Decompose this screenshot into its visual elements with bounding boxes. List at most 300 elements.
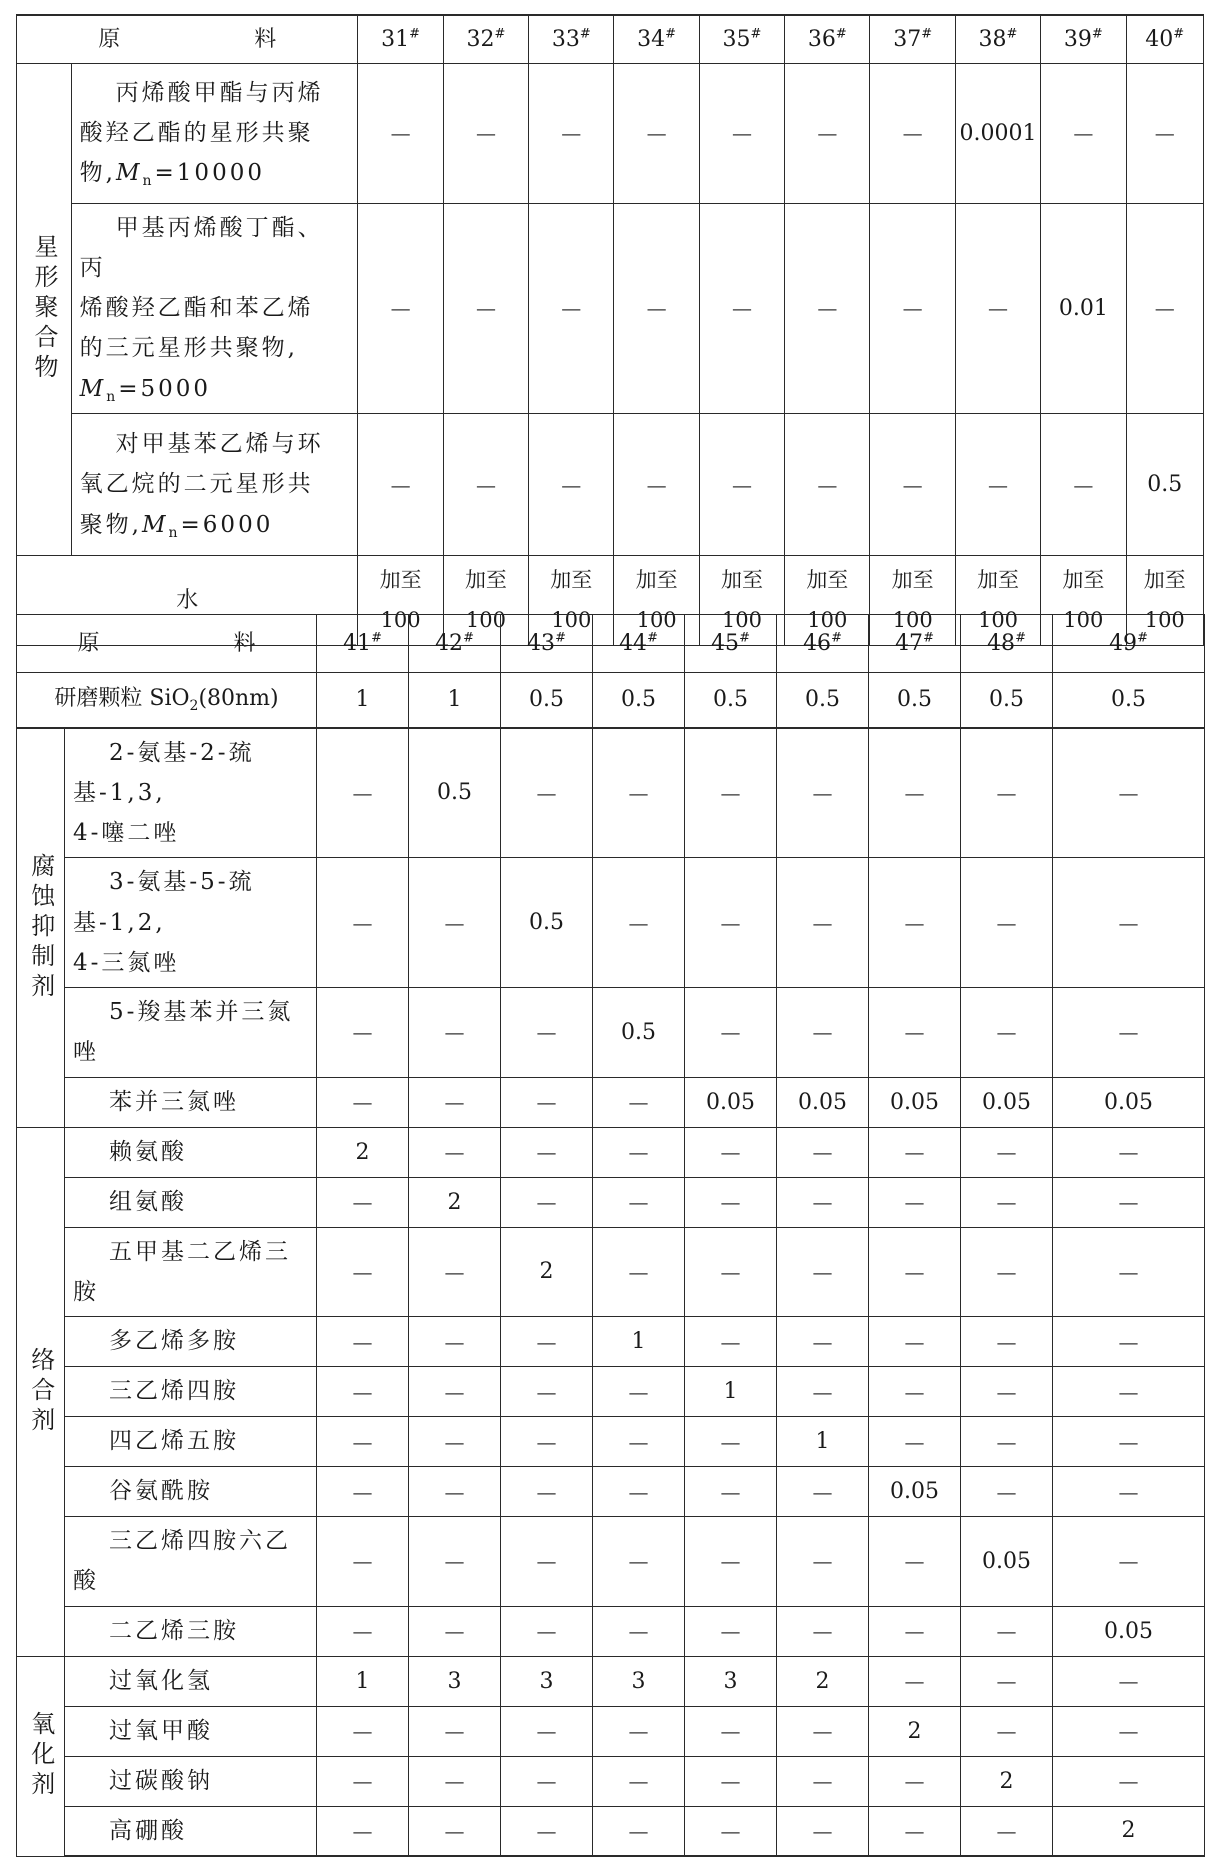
value-cell: — — [593, 1756, 685, 1806]
value-cell: 0.5 — [501, 858, 593, 988]
col-number: 45 — [711, 631, 740, 656]
value-cell: — — [869, 1367, 961, 1417]
value-cell: — — [317, 1756, 409, 1806]
value-cell: 0.5 — [685, 673, 777, 728]
mn-sub: n — [142, 173, 155, 189]
water-value-top: 加至 — [550, 567, 593, 592]
value-cell: — — [961, 1177, 1053, 1227]
water-value-top: 加至 — [720, 567, 763, 592]
water-value-bottom: 100 — [380, 607, 421, 632]
col-mark: # — [647, 630, 658, 646]
table-row — [17, 1517, 1205, 1607]
name-line: 5-羧基苯并三氮唑 — [73, 999, 294, 1066]
name-line: 苯并三氮唑 — [109, 1088, 239, 1115]
value-cell: — — [409, 858, 501, 988]
value-cell: — — [961, 1227, 1053, 1317]
name-line: 过氧化氢 — [109, 1667, 213, 1694]
name-line: 丙烯酸甲酯与丙烯 — [115, 79, 324, 106]
value-cell: — — [961, 1606, 1053, 1656]
value-cell: 0.5 — [961, 673, 1053, 728]
col-number: 41 — [343, 631, 372, 656]
value-cell: 0.05 — [777, 1077, 869, 1127]
name-line: 酸羟乙酯的星形共聚 — [79, 119, 314, 146]
value-cell: — — [593, 1517, 685, 1607]
abrasive-label-sub: 2 — [189, 698, 199, 715]
col-mark: # — [835, 26, 847, 42]
value-cell: — — [870, 414, 955, 556]
value-cell: — — [869, 728, 961, 858]
mn-value: =5000 — [118, 375, 212, 402]
value-cell: — — [1053, 1467, 1205, 1517]
header-col — [785, 15, 870, 63]
value-cell: — — [685, 1706, 777, 1756]
value-cell: — — [317, 1317, 409, 1367]
water-value-bottom: 100 — [1063, 607, 1104, 632]
value-cell: — — [501, 1806, 593, 1856]
name-line: 赖氨酸 — [109, 1138, 187, 1165]
table-row — [17, 728, 1205, 858]
value-cell: 0.5 — [869, 673, 961, 728]
group-label: 腐蚀抑制剂 — [17, 728, 65, 1128]
value-cell: — — [317, 1177, 409, 1227]
header-col — [593, 615, 685, 673]
value-cell: — — [614, 203, 699, 414]
value-cell: — — [529, 414, 614, 556]
value-cell: — — [1053, 1417, 1205, 1467]
value-cell: — — [409, 1806, 501, 1856]
value-cell: — — [443, 63, 528, 203]
value-cell: — — [869, 1606, 961, 1656]
name-line: 五甲基二乙烯三胺 — [73, 1238, 291, 1305]
table-row — [17, 1417, 1205, 1467]
name-line: 的三元星形共聚物, — [79, 335, 298, 362]
table-row — [17, 988, 1205, 1078]
value-cell: — — [1041, 63, 1126, 203]
water-value-bottom: 100 — [551, 607, 592, 632]
value-cell: — — [1053, 1756, 1205, 1806]
col-mark: # — [494, 26, 506, 42]
table-row — [17, 1227, 1205, 1317]
value-cell: — — [961, 1467, 1053, 1517]
ingredient-name — [65, 858, 317, 988]
value-cell: — — [317, 728, 409, 858]
col-mark: # — [1173, 26, 1185, 42]
value-cell: — — [409, 1606, 501, 1656]
value-cell: — — [777, 1467, 869, 1517]
table-row — [17, 203, 1204, 414]
name-line: 聚物, — [79, 511, 142, 538]
table-row — [17, 414, 1204, 556]
value-cell: — — [501, 1177, 593, 1227]
col-number: 36 — [807, 26, 836, 52]
value-cell: — — [317, 988, 409, 1078]
name-line: 四乙烯五胺 — [109, 1428, 239, 1455]
value-cell: — — [699, 63, 784, 203]
value-cell: — — [869, 1806, 961, 1856]
value-cell: — — [1053, 1177, 1205, 1227]
table-row — [17, 1606, 1205, 1656]
col-mark: # — [739, 630, 750, 646]
value-cell: — — [777, 1806, 869, 1856]
col-mark: # — [923, 630, 934, 646]
water-value-bottom: 100 — [465, 607, 506, 632]
value-cell: — — [409, 988, 501, 1078]
col-mark: # — [1137, 630, 1148, 646]
value-cell: — — [317, 1227, 409, 1317]
value-cell: 3 — [593, 1656, 685, 1706]
value-cell: — — [961, 728, 1053, 858]
header-row — [17, 15, 1204, 63]
value-cell: — — [593, 1417, 685, 1467]
ingredient-name — [65, 1127, 317, 1177]
value-cell: 2 — [869, 1706, 961, 1756]
value-cell: — — [961, 1806, 1053, 1856]
value-cell: — — [685, 728, 777, 858]
value-cell: — — [358, 63, 443, 203]
value-cell: 1 — [685, 1367, 777, 1417]
value-cell: — — [777, 1606, 869, 1656]
value-cell: — — [409, 1467, 501, 1517]
value-cell: 2 — [961, 1756, 1053, 1806]
value-cell: — — [409, 1367, 501, 1417]
value-cell: — — [1053, 1367, 1205, 1417]
water-label: 水 — [17, 556, 358, 646]
value-cell: — — [1126, 203, 1203, 414]
value-cell: — — [870, 203, 955, 414]
value-cell: — — [593, 858, 685, 988]
value-cell: 0.05 — [1053, 1077, 1205, 1127]
water-value-top: 加至 — [379, 567, 422, 592]
value-cell: — — [409, 1417, 501, 1467]
value-cell: — — [955, 414, 1040, 556]
value-cell: — — [685, 858, 777, 988]
value-cell: — — [317, 1517, 409, 1607]
value-cell: — — [777, 1177, 869, 1227]
abrasive-row — [17, 673, 1205, 728]
ingredient-name — [65, 1517, 317, 1607]
value-cell: 0.05 — [961, 1517, 1053, 1607]
abrasive-label — [17, 673, 317, 728]
value-cell: — — [409, 1127, 501, 1177]
value-cell: 1 — [317, 1656, 409, 1706]
name-line: 甲基丙烯酸丁酯、丙 — [79, 214, 324, 281]
header-col — [955, 15, 1040, 63]
value-cell: — — [409, 1517, 501, 1607]
formulation-table-41-49 — [16, 614, 1205, 1857]
value-cell: — — [501, 1467, 593, 1517]
col-mark: # — [831, 630, 842, 646]
value-cell: — — [593, 1806, 685, 1856]
value-cell: — — [777, 1756, 869, 1806]
name-line: 多乙烯多胺 — [109, 1328, 239, 1355]
value-cell: 2 — [409, 1177, 501, 1227]
value-cell: — — [501, 1606, 593, 1656]
group-label: 星形聚合物 — [17, 63, 72, 556]
ingredient-name — [71, 203, 358, 414]
header-row — [17, 615, 1205, 673]
name-line: 谷氨酰胺 — [109, 1478, 213, 1505]
value-cell: — — [501, 1077, 593, 1127]
value-cell: — — [443, 414, 528, 556]
value-cell: — — [961, 1127, 1053, 1177]
value-cell: — — [869, 1417, 961, 1467]
value-cell: — — [777, 1367, 869, 1417]
value-cell: — — [501, 1756, 593, 1806]
water-value-top: 加至 — [635, 567, 678, 592]
abrasive-label-size: (80nm) — [198, 686, 279, 712]
value-cell: — — [777, 1127, 869, 1177]
value-cell: — — [777, 1706, 869, 1756]
abrasive-label-text: 研磨颗粒 SiO — [54, 686, 190, 712]
water-value-bottom: 100 — [1144, 607, 1185, 632]
value-cell: — — [961, 1367, 1053, 1417]
value-cell: — — [1053, 1127, 1205, 1177]
header-col — [409, 615, 501, 673]
value-cell: — — [409, 1317, 501, 1367]
mn-var: M — [79, 375, 107, 402]
ingredient-name — [65, 1177, 317, 1227]
header-col — [501, 615, 593, 673]
value-cell: — — [685, 1417, 777, 1467]
value-cell: — — [1041, 414, 1126, 556]
value-cell: — — [869, 1177, 961, 1227]
value-cell: — — [317, 1367, 409, 1417]
value-cell: — — [685, 1177, 777, 1227]
header-col — [358, 15, 443, 63]
water-value-bottom: 100 — [807, 607, 848, 632]
value-cell: — — [1053, 1227, 1205, 1317]
value-cell: — — [614, 63, 699, 203]
value-cell: — — [593, 1227, 685, 1317]
table-row — [17, 1806, 1205, 1856]
mn-sub: n — [106, 388, 119, 405]
value-cell: 0.5 — [1053, 673, 1205, 728]
header-label — [17, 615, 317, 673]
value-cell: — — [501, 1317, 593, 1367]
col-number: 46 — [803, 631, 832, 656]
name-line: 3-氨基-5-巯基-1,2, — [73, 869, 255, 936]
name-line: 烯酸羟乙酯和苯乙烯 — [79, 295, 314, 321]
header-col — [1041, 15, 1126, 63]
header-col — [961, 615, 1053, 673]
value-cell: — — [777, 1517, 869, 1607]
value-cell: — — [317, 1467, 409, 1517]
value-cell: 0.5 — [593, 988, 685, 1078]
value-cell: — — [1053, 988, 1205, 1078]
col-mark: # — [579, 26, 591, 42]
name-line: 高硼酸 — [109, 1817, 187, 1844]
value-cell: — — [1053, 728, 1205, 858]
value-cell: — — [961, 1706, 1053, 1756]
value-cell: — — [869, 1756, 961, 1806]
value-cell: — — [685, 1606, 777, 1656]
value-cell: — — [529, 63, 614, 203]
value-cell: 0.05 — [869, 1467, 961, 1517]
value-cell: — — [869, 1517, 961, 1607]
formulation-table-31-40 — [16, 14, 1204, 646]
value-cell: — — [961, 1656, 1053, 1706]
value-cell: — — [593, 1467, 685, 1517]
value-cell: — — [501, 1127, 593, 1177]
col-mark: # — [750, 26, 762, 42]
value-cell: — — [685, 1467, 777, 1517]
header-col — [443, 15, 528, 63]
water-value-bottom: 100 — [636, 607, 677, 632]
col-number: 40 — [1145, 26, 1174, 52]
table-row — [17, 1467, 1205, 1517]
value-cell: — — [869, 988, 961, 1078]
ingredient-name — [65, 988, 317, 1078]
value-cell: 1 — [777, 1417, 869, 1467]
value-cell: — — [961, 1317, 1053, 1367]
name-line: 组氨酸 — [109, 1188, 187, 1215]
header-col — [1053, 615, 1205, 673]
table-row — [17, 1127, 1205, 1177]
value-cell: — — [1053, 1517, 1205, 1607]
value-cell: 0.5 — [777, 673, 869, 728]
col-mark: # — [665, 26, 677, 42]
group-label: 氧化剂 — [17, 1656, 65, 1856]
value-cell: 0.5 — [501, 673, 593, 728]
ingredient-name — [65, 1077, 317, 1127]
value-cell: — — [777, 728, 869, 858]
value-cell: 2 — [1053, 1806, 1205, 1856]
col-number: 34 — [637, 26, 666, 52]
mn-var: M — [115, 160, 143, 186]
name-line: 4-噻二唑 — [73, 820, 180, 846]
water-value-bottom: 100 — [977, 607, 1019, 632]
value-cell: — — [501, 1367, 593, 1417]
col-number: 49 — [1109, 631, 1138, 656]
value-cell: — — [501, 728, 593, 858]
ingredient-name — [65, 1227, 317, 1317]
value-cell: — — [777, 858, 869, 988]
value-cell: — — [501, 988, 593, 1078]
header-col — [614, 15, 699, 63]
value-cell: 0.05 — [869, 1077, 961, 1127]
value-cell: — — [501, 1706, 593, 1756]
value-cell: — — [869, 1656, 961, 1706]
header-col — [529, 15, 614, 63]
col-number: 31 — [381, 26, 410, 52]
value-cell: — — [869, 1127, 961, 1177]
table-row — [17, 1177, 1205, 1227]
value-cell: 0.5 — [1126, 414, 1203, 556]
value-cell: — — [317, 858, 409, 988]
col-number: 38 — [978, 26, 1007, 52]
header-col — [1126, 15, 1203, 63]
name-line: 三乙烯四胺六乙酸 — [73, 1528, 291, 1595]
value-cell: — — [961, 858, 1053, 988]
value-cell: 0.01 — [1041, 203, 1126, 414]
col-number: 39 — [1063, 26, 1092, 52]
group-rows — [17, 728, 1205, 1857]
name-line: 过碳酸钠 — [109, 1767, 213, 1794]
value-cell: — — [685, 1517, 777, 1607]
value-cell: 2 — [501, 1227, 593, 1317]
value-cell: — — [1126, 63, 1203, 203]
header-col — [685, 615, 777, 673]
value-cell: — — [443, 203, 528, 414]
ingredient-name — [65, 728, 317, 858]
col-number: 48 — [987, 631, 1016, 656]
header-col — [699, 15, 784, 63]
table-row — [17, 858, 1205, 988]
table-row — [17, 1367, 1205, 1417]
water-value-top: 加至 — [464, 567, 507, 592]
name-line: 过氧甲酸 — [109, 1717, 213, 1744]
value-cell: 2 — [777, 1656, 869, 1706]
value-cell: — — [593, 728, 685, 858]
value-cell: — — [593, 1606, 685, 1656]
col-mark: # — [1015, 630, 1026, 646]
name-line: 二乙烯三胺 — [109, 1617, 239, 1644]
value-cell: — — [955, 203, 1040, 414]
header-col — [869, 615, 961, 673]
ingredient-name — [65, 1656, 317, 1706]
value-cell: — — [785, 63, 870, 203]
table-row — [17, 1656, 1205, 1706]
mn-value: =6000 — [180, 511, 274, 538]
col-mark: # — [409, 26, 421, 42]
col-number: 33 — [551, 26, 580, 52]
value-cell: 3 — [685, 1656, 777, 1706]
value-cell: — — [869, 1227, 961, 1317]
table-row — [17, 1077, 1205, 1127]
value-cell: — — [529, 203, 614, 414]
ingredient-name — [65, 1756, 317, 1806]
value-cell: — — [317, 1806, 409, 1856]
value-cell: 2 — [317, 1127, 409, 1177]
value-cell: — — [593, 1177, 685, 1227]
value-cell: — — [785, 203, 870, 414]
value-cell: — — [358, 414, 443, 556]
table-row — [17, 63, 1204, 203]
value-cell: — — [777, 1227, 869, 1317]
name-line: 氧乙烷的二元星形共 — [79, 471, 314, 498]
value-cell: 0.0001 — [955, 63, 1040, 203]
value-cell: — — [409, 1227, 501, 1317]
value-cell: — — [317, 1077, 409, 1127]
value-cell: — — [1053, 1317, 1205, 1367]
value-cell: — — [1053, 858, 1205, 988]
water-value-top: 加至 — [891, 567, 934, 592]
value-cell: — — [785, 414, 870, 556]
value-cell: 1 — [317, 673, 409, 728]
value-cell: — — [614, 414, 699, 556]
water-value-top: 加至 — [806, 567, 849, 592]
water-value-top: 加至 — [977, 567, 1019, 592]
ingredient-name — [65, 1706, 317, 1756]
value-cell: 0.05 — [685, 1077, 777, 1127]
header-col — [317, 615, 409, 673]
table-row — [17, 1317, 1205, 1367]
value-cell: 1 — [409, 673, 501, 728]
name-line: 物, — [79, 160, 116, 186]
ingredient-name — [71, 63, 358, 203]
value-cell: — — [409, 1706, 501, 1756]
value-cell: — — [593, 1077, 685, 1127]
value-cell: — — [685, 1806, 777, 1856]
table-row — [17, 1756, 1205, 1806]
value-cell: 0.05 — [961, 1077, 1053, 1127]
name-line: 2-氨基-2-巯基-1,3, — [73, 739, 255, 806]
ingredient-name — [65, 1467, 317, 1517]
value-cell: — — [317, 1417, 409, 1467]
value-cell: 0.5 — [409, 728, 501, 858]
value-cell: — — [358, 203, 443, 414]
col-mark: # — [555, 630, 566, 646]
